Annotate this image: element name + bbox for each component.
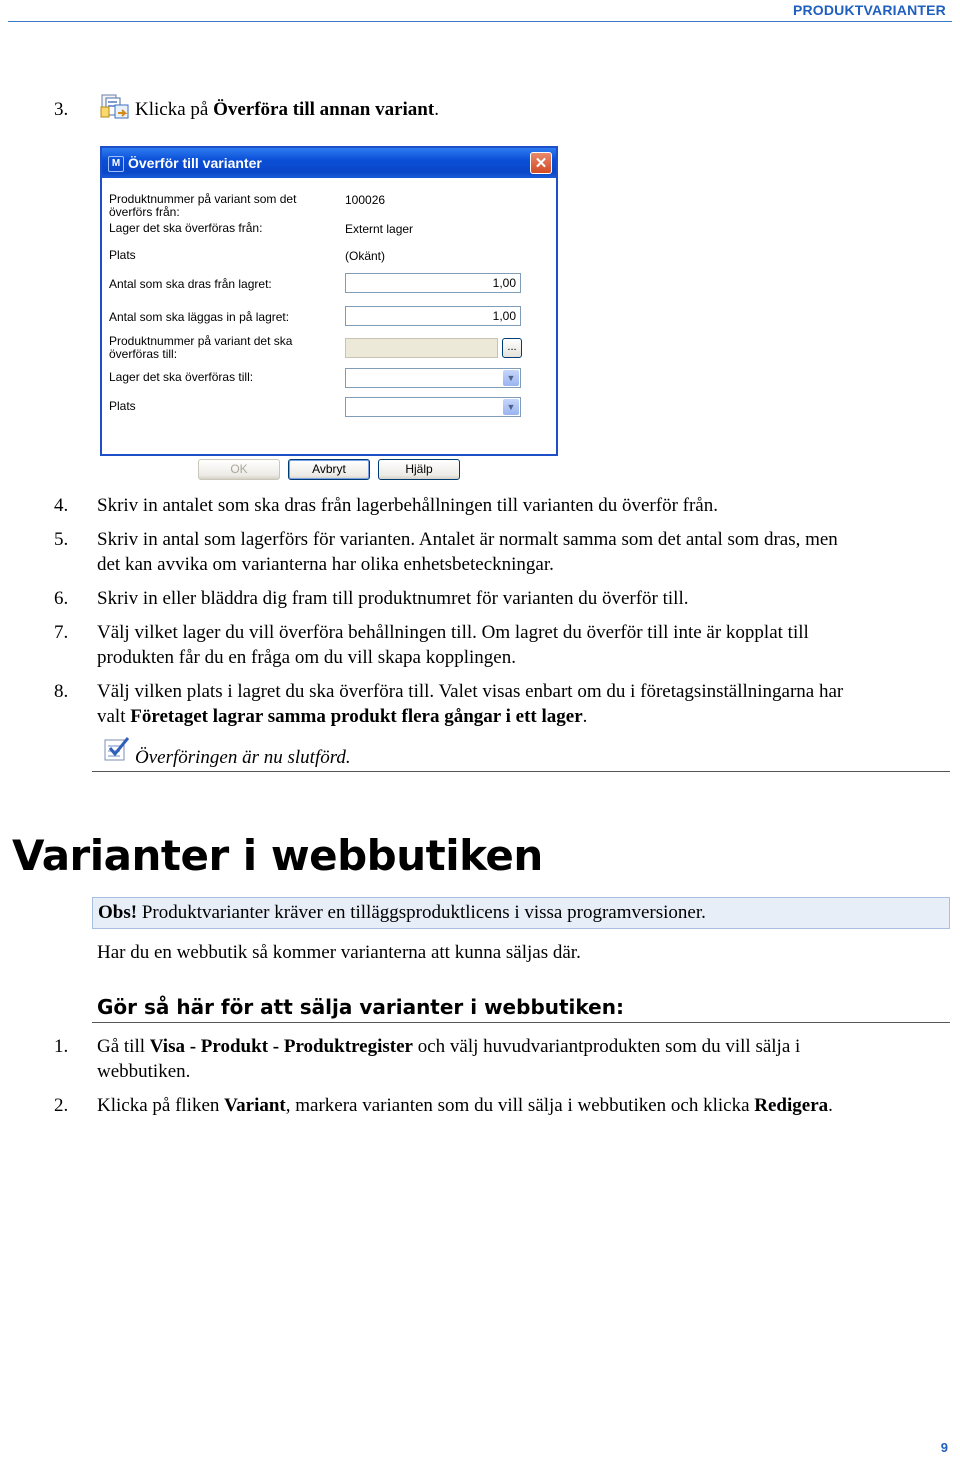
item-1-pre: Gå till [97, 1036, 150, 1057]
step-8-bold: Företaget lagrar samma produkt flera gångar i ett lager [130, 706, 583, 727]
step-number: 7. [54, 622, 69, 643]
step-number: 8. [54, 681, 69, 702]
step-number: 6. [54, 588, 69, 609]
transfer-variant-icon [100, 93, 132, 121]
header-rule [8, 21, 952, 22]
app-icon: M [108, 156, 124, 172]
transfer-dialog [100, 146, 558, 476]
label-from-product: Produktnummer på variant som det överförs från: [109, 192, 297, 219]
step-number: 5. [54, 529, 69, 550]
running-header: PRODUKTVARIANTER [792, 2, 946, 18]
step-7-line2: produkten får du en fråga om du vill skapa kopplingen. [97, 647, 516, 668]
label-from-location: Plats [109, 248, 136, 262]
step-7-line1: Välj vilket lager du vill överföra behållningen till. Om lagret du överför till inte är kopplat till [97, 622, 809, 643]
step-3-text [135, 97, 439, 122]
value-from-location: (Okänt) [345, 249, 386, 263]
intro-text: Har du en webbutik så kommer varianterna att kunna säljas där. [97, 942, 581, 963]
label-qty-out: Antal som ska dras från lagret: [109, 277, 272, 291]
dialog-title: Överför till varianter [128, 155, 262, 171]
to-stock-select[interactable] [345, 368, 521, 388]
divider [92, 1022, 950, 1023]
item-1-post: och välj huvudvariantprodukten som du vill sälja i [412, 1036, 801, 1057]
sub-heading: Gör så här för att sälja varianter i webbutiken: [97, 995, 624, 1019]
step-8-line2 [97, 704, 587, 729]
step-5-line2: det kan avvika om varianterna har olika enhetsbeteckningar. [97, 554, 554, 575]
item-2-bold2: Redigera [754, 1095, 829, 1116]
step-3-pre: Klicka på [135, 99, 214, 120]
item-2-text [97, 1093, 833, 1118]
help-button[interactable]: Hjälp [378, 459, 460, 480]
divider [92, 771, 950, 772]
dialog-titlebar [102, 148, 556, 178]
step-number: 1. [54, 1036, 69, 1057]
step-5-line1: Skriv in antal som lagerförs för varianten. Antalet är normalt samma som det antal som dras, men [97, 529, 838, 550]
step-number: 2. [54, 1095, 69, 1116]
close-icon[interactable]: ✕ [530, 152, 552, 174]
label-to-location: Plats [109, 399, 136, 413]
item-2-pre: Klicka på fliken [97, 1095, 225, 1116]
step-3-bold: Överföra till annan variant [213, 99, 435, 120]
step-4-text: Skriv in antalet som ska dras från lagerbehållningen till varianten du överför från. [97, 495, 718, 516]
step-8-pre: valt [97, 706, 131, 727]
item-1-line1 [97, 1034, 800, 1059]
qty-out-field[interactable]: 1,00 [345, 273, 521, 293]
to-product-field[interactable] [345, 338, 498, 358]
section-heading: Varianter i webbutiken [12, 831, 543, 880]
step-number: 3. [54, 99, 69, 120]
done-text: Överföringen är nu slutförd. [135, 747, 351, 768]
label-to-stock: Lager det ska överföras till: [109, 370, 254, 384]
cancel-button[interactable]: Avbryt [288, 459, 370, 480]
label-qty-in: Antal som ska läggas in på lagret: [109, 310, 290, 324]
note-box [92, 897, 950, 929]
step-3-post: . [434, 99, 439, 120]
chevron-down-icon[interactable]: ▼ [503, 370, 519, 386]
page-number: 9 [940, 1440, 948, 1455]
ok-button[interactable]: OK [198, 459, 280, 480]
item-2-post: . [828, 1095, 833, 1116]
item-2-mid: , markera varianten som du vill sälja i webbutiken och klicka [285, 1095, 755, 1116]
label-to-product: Produktnummer på variant det ska överföras till: [109, 334, 293, 361]
note-label: Obs! [98, 902, 138, 923]
label-from-stock: Lager det ska överföras från: [109, 221, 263, 235]
chevron-down-icon[interactable]: ▼ [503, 399, 519, 415]
step-8-line1: Välj vilken plats i lagret du ska överföra till. Valet visas enbart om du i företagsinställningarna har [97, 681, 844, 702]
checklist-icon [102, 736, 130, 762]
step-6-text: Skriv in eller bläddra dig fram till produktnumret för varianten du överför till. [97, 588, 689, 609]
item-1-bold: Visa - Produkt - Produktregister [149, 1036, 413, 1057]
item-1-line2: webbutiken. [97, 1061, 191, 1082]
dialog-body [102, 178, 556, 476]
step-number: 4. [54, 495, 69, 516]
item-2-bold: Variant [224, 1095, 286, 1116]
note-text: Produktvarianter kräver en tilläggsproduktlicens i vissa programversioner. [137, 902, 706, 923]
value-from-product: 100026 [345, 193, 386, 207]
qty-in-field[interactable]: 1,00 [345, 306, 521, 326]
to-location-select[interactable] [345, 397, 521, 417]
value-from-stock: Externt lager [345, 222, 414, 236]
browse-button[interactable]: ... [502, 338, 522, 358]
step-8-post: . [582, 706, 588, 727]
